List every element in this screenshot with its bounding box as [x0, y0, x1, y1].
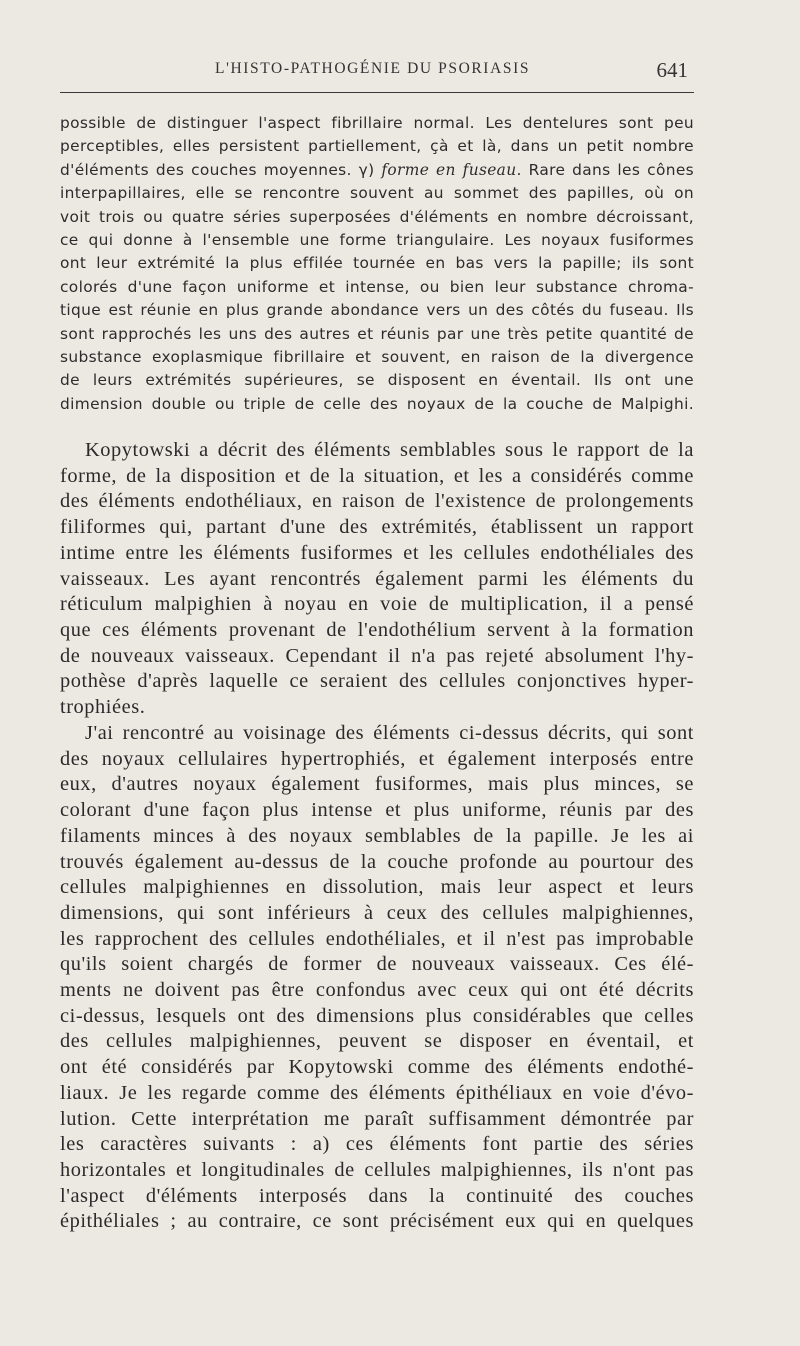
text-line: lution. Cette interprétation me paraît suffisamment démontrée par [60, 1107, 694, 1130]
text-line: J'ai rencontré au voisinage des éléments ci-dessus décrits, qui sont [85, 722, 694, 744]
text-line: l'aspect d'éléments interposés dans la continuité des couches [60, 1184, 694, 1207]
text-line: réticulum malpighien à noyau en voie de multiplication, il a pensé [60, 593, 694, 616]
text-line: cellules malpighiennes en dissolution, mais leur aspect et leurs [60, 876, 694, 899]
text-line: colorant d'une façon plus intense et plus uniforme, réunis par des [60, 799, 694, 822]
text-line: qu'ils soient chargés de former de nouveaux vaisseaux. Ces élé- [60, 953, 694, 976]
text-line: de nouveaux vaisseaux. Cependant il n'a pas rejeté absolument l'hy- [60, 644, 694, 667]
text-line: les caractères suivants : a) ces éléments font partie des séries [60, 1133, 694, 1156]
text-line: filiformes qui, partant d'une des extrémités, établissent un rapport [60, 516, 694, 539]
text-line: ments ne doivent pas être confondus avec ceux qui ont été décrits [60, 979, 694, 1002]
text-line: des noyaux cellulaires hypertrophiés, et également interposés entre [60, 747, 694, 770]
text-line: vaisseaux. Les ayant rencontrés également parmi les éléments du [60, 567, 694, 590]
italic-phrase: forme en fuseau [381, 160, 517, 179]
text-line: dimensions, qui sont inférieurs à ceux des cellules malpighiennes, [60, 901, 694, 924]
page-header [60, 58, 694, 82]
text-line: forme, de la disposition et de la situation, et les a considérés comme [60, 464, 694, 487]
paragraph-1 [60, 112, 694, 416]
running-title: L'HISTO-PATHOGÉNIE DU PSORIASIS [215, 60, 531, 77]
page-number: 641 [656, 58, 688, 82]
text-line: que ces éléments provenant de l'endothélium servent à la formation [60, 618, 694, 641]
paragraph-2 [60, 438, 694, 721]
text-line: sont rapprochés les uns des autres et réunis par une très petite quantité de [60, 324, 694, 343]
text-line: trouvés également au-dessus de la couche profonde au pourtour des [60, 850, 694, 873]
text-line: substance exoplasmique fibrillaire et souvent, en raison de la divergence [60, 348, 694, 367]
text-line: des cellules malpighiennes, peuvent se disposer en éventail, et [60, 1030, 694, 1053]
text-line: ci-dessus, lesquels ont des dimensions plus considérables que celles [60, 1004, 694, 1027]
text-line: de leurs extrémités supérieures, se disposent en éventail. Ils ont une [60, 371, 694, 390]
text-line: pothèse d'après laquelle ce seraient des cellules conjonctives hyper- [60, 670, 694, 693]
text-line: possible de distinguer l'aspect fibrillaire normal. Les dentelures sont peu [60, 114, 694, 132]
text-line: des éléments endothéliaux, en raison de l'existence de prolongements [60, 490, 694, 513]
text-line: tique est réunie en plus grande abondance vers un des côtés du fuseau. Ils [60, 301, 694, 320]
text-line: horizontales et longitudinales de cellules malpighiennes, ils n'ont pas [60, 1158, 694, 1181]
text-line: voit trois ou quatre séries superposées d'éléments en nombre décroissant, [60, 207, 694, 226]
text-line: liaux. Je les regarde comme des éléments épithéliaux en voie d'évo- [60, 1081, 694, 1104]
text-line: filaments minces à des noyaux semblables de la papille. Je les ai [60, 824, 694, 847]
text-line: trophiées. [60, 696, 146, 719]
text-line: d'éléments des couches moyennes. γ) forme en fuseau. Rare dans les cônes [60, 160, 695, 179]
text-line: dimension double ou triple de celle des noyaux de la couche de Malpighi. [60, 394, 694, 413]
text-line: perceptibles, elles persistent partiellement, çà et là, dans un petit nombre [60, 137, 694, 156]
text-line: intime entre les éléments fusiformes et les cellules endothéliales des [60, 541, 694, 564]
text-line: les rapprochent des cellules endothéliales, et il n'est pas improbable [60, 927, 694, 950]
header-rule [60, 92, 694, 93]
text-line: eux, d'autres noyaux également fusiformes, mais plus minces, se [60, 773, 694, 796]
paragraph-3 [60, 721, 694, 1235]
text-line: épithéliales ; au contraire, ce sont précisément eux qui en quelques [60, 1210, 694, 1233]
text-line: colorés d'une façon uniforme et intense, ou bien leur substance chroma- [60, 277, 694, 296]
text-line: ce qui donne à l'ensemble une forme triangulaire. Les noyaux fusiformes [60, 231, 694, 250]
text-line: ont été considérés par Kopytowski comme des éléments endothé- [60, 1056, 694, 1079]
text-line: Kopytowski a décrit des éléments semblables sous le rapport de la [85, 439, 694, 461]
text-line: interpapillaires, elle se rencontre souvent au sommet des papilles, où on [60, 184, 694, 203]
text-line: ont leur extrémité la plus effilée tournée en bas vers la papille; ils sont [60, 254, 694, 273]
